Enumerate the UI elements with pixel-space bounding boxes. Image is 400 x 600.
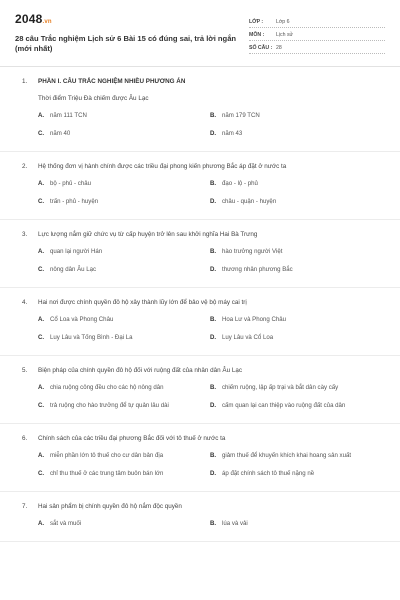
option-letter: A. <box>38 180 45 187</box>
option-text: trả ruộng cho hào trưởng để tự quản lâu dài <box>50 402 169 409</box>
question-text: Lực lượng nắm giữ chức vụ từ cấp huyện trở lên sau khởi nghĩa Hai Bà Trưng <box>38 231 258 238</box>
option-letter: B. <box>210 452 217 459</box>
question-block-5 <box>0 356 400 424</box>
question-heading <box>22 424 385 442</box>
info-value: Lớp 6 <box>276 19 290 25</box>
question-number: 6. <box>22 435 28 442</box>
option-text: trấn - phủ - huyện <box>50 198 99 205</box>
option-letter: C. <box>38 198 45 205</box>
option-letter: D. <box>210 130 217 137</box>
document-header <box>15 0 385 66</box>
options-list <box>22 112 385 140</box>
section-heading <box>22 67 385 85</box>
options-list <box>22 180 385 208</box>
option-b[interactable] <box>210 452 380 462</box>
logo-main: 2048 <box>15 12 43 26</box>
option-letter: A. <box>38 452 45 459</box>
question-heading <box>22 492 385 510</box>
option-a[interactable] <box>38 316 210 326</box>
option-text: hào trưởng người Việt <box>222 248 283 255</box>
option-text: áp đặt chính sách tô thuế nặng nề <box>222 470 315 477</box>
option-text: châu - quận - huyện <box>222 198 277 205</box>
option-a[interactable] <box>38 112 210 122</box>
info-row-class <box>249 15 385 28</box>
option-b[interactable] <box>210 112 380 122</box>
option-letter: A. <box>38 520 45 527</box>
option-c[interactable] <box>38 402 210 412</box>
info-row-subject <box>249 28 385 41</box>
question-number: 7. <box>22 503 28 510</box>
option-text: quan lại người Hán <box>50 248 103 255</box>
option-text: nông dân Âu Lạc <box>50 266 97 273</box>
info-label: SỐ CÂU : <box>249 45 273 51</box>
option-text: thương nhân phương Bắc <box>222 266 293 273</box>
site-logo[interactable] <box>15 13 237 28</box>
question-heading <box>22 356 385 374</box>
option-c[interactable] <box>38 130 210 140</box>
question-text: Chính sách của các triều đại phương Bắc đối với tô thuế ở nước ta <box>38 435 226 442</box>
option-a[interactable] <box>38 452 210 462</box>
question-number: 3. <box>22 231 28 238</box>
options-list <box>22 384 385 412</box>
option-d[interactable] <box>210 470 380 480</box>
option-b[interactable] <box>210 520 380 530</box>
question-block-3 <box>0 220 400 288</box>
options-list <box>22 520 385 530</box>
info-value: 28 <box>276 45 282 51</box>
option-b[interactable] <box>210 180 380 190</box>
option-text: năm 43 <box>222 130 243 137</box>
option-text: miễn phần lớn tô thuế cho cư dân bản địa <box>50 452 164 459</box>
question-text: Biện pháp của chính quyền đô hộ đối với ruộng đất của nhân dân Âu Lạc <box>38 367 243 374</box>
question-block-6 <box>0 424 400 492</box>
question-number: 2. <box>22 163 28 170</box>
question-number: 5. <box>22 367 28 374</box>
info-value: Lịch sử <box>276 32 294 38</box>
option-text: Cổ Loa và Phong Châu <box>50 316 114 323</box>
section-title: PHẦN I. CÂU TRẮC NGHIỆM NHIỀU PHƯƠNG ÁN <box>38 78 186 85</box>
options-list <box>22 316 385 344</box>
option-letter: C. <box>38 334 45 341</box>
question-text: Hai sản phẩm bị chính quyền đô hộ nắm độc quyền <box>38 503 182 510</box>
question-number: 4. <box>22 299 28 306</box>
option-letter: D. <box>210 266 217 273</box>
option-a[interactable] <box>38 180 210 190</box>
option-c[interactable] <box>38 334 210 344</box>
question-block-4 <box>0 288 400 356</box>
info-label: MÔN : <box>249 32 265 38</box>
question-heading <box>22 152 385 170</box>
option-letter: C. <box>38 266 45 273</box>
option-letter: A. <box>38 112 45 119</box>
info-panel <box>249 15 385 66</box>
option-letter: B. <box>210 248 217 255</box>
info-row-count <box>249 41 385 54</box>
question-text: Hai nơi được chính quyền đô hộ xây thành lũy lớn để bảo vệ bộ máy cai trị <box>38 299 247 306</box>
option-a[interactable] <box>38 384 210 394</box>
spacer <box>22 95 38 102</box>
option-d[interactable] <box>210 198 380 208</box>
option-letter: C. <box>38 470 45 477</box>
question-text: Thời điểm Triệu Đà chiếm được Âu Lạc <box>38 95 149 102</box>
option-c[interactable] <box>38 470 210 480</box>
option-letter: B. <box>210 384 217 391</box>
option-letter: A. <box>38 384 45 391</box>
option-text: chiếm ruộng, lập ấp trại và bắt dân cày cấy <box>222 384 339 391</box>
option-text: chia ruộng công đều cho các hộ nông dân <box>50 384 164 391</box>
options-list <box>22 248 385 276</box>
option-letter: B. <box>210 316 217 323</box>
option-text: Hoa Lư và Phong Châu <box>222 316 287 323</box>
question-block-2 <box>0 152 400 220</box>
option-d[interactable] <box>210 402 380 412</box>
option-text: năm 111 TCN <box>50 112 87 119</box>
option-text: năm 40 <box>50 130 71 137</box>
option-letter: D. <box>210 470 217 477</box>
option-text: Luy Lâu và Tống Bình - Đại La <box>50 334 133 341</box>
options-list <box>22 452 385 480</box>
option-letter: A. <box>38 316 45 323</box>
logo-suffix: .vn <box>42 19 52 25</box>
option-a[interactable] <box>38 248 210 258</box>
header-left <box>15 13 237 66</box>
option-d[interactable] <box>210 334 380 344</box>
option-text: sắt và muối <box>50 520 82 527</box>
option-b[interactable] <box>210 248 380 258</box>
option-a[interactable] <box>38 520 210 530</box>
option-letter: B. <box>210 520 217 527</box>
option-letter: A. <box>38 248 45 255</box>
option-d[interactable] <box>210 130 380 140</box>
option-c[interactable] <box>38 266 210 276</box>
option-letter: D. <box>210 334 217 341</box>
info-label: LỚP : <box>249 19 264 25</box>
question-heading <box>22 288 385 306</box>
option-text: giảm thuế để khuyến khích khai hoang sản xuất <box>222 452 352 459</box>
question-text-row <box>22 95 385 102</box>
option-letter: D. <box>210 198 217 205</box>
option-letter: C. <box>38 130 45 137</box>
option-text: đạo - lộ - phủ <box>222 180 258 187</box>
option-text: chỉ thu thuế ở các trung tâm buôn bán lớn <box>50 470 164 477</box>
question-block-1 <box>0 67 400 152</box>
option-b[interactable] <box>210 316 380 326</box>
question-text: Hệ thống đơn vị hành chính được các triều đại phong kiến phương Bắc áp đặt ở nước ta <box>38 163 287 170</box>
document-title: 28 câu Trắc nghiệm Lịch sử 6 Bài 15 có đúng sai, trả lời ngắn (mới nhất) <box>15 34 237 53</box>
option-text: lúa và vải <box>222 520 248 527</box>
option-text: bộ - phủ - châu <box>50 180 91 187</box>
option-letter: B. <box>210 180 217 187</box>
option-text: cấm quan lại can thiệp vào ruộng đất của dân <box>222 402 346 409</box>
question-heading <box>22 220 385 238</box>
question-number: 1. <box>22 78 28 85</box>
option-text: Luy Lâu và Cổ Loa <box>222 334 274 341</box>
option-letter: B. <box>210 112 217 119</box>
option-b[interactable] <box>210 384 380 394</box>
option-letter: C. <box>38 402 45 409</box>
option-text: năm 179 TCN <box>222 112 260 119</box>
option-d[interactable] <box>210 266 380 276</box>
questions-container <box>15 152 385 542</box>
option-letter: D. <box>210 402 217 409</box>
question-block-7 <box>0 492 400 542</box>
option-c[interactable] <box>38 198 210 208</box>
